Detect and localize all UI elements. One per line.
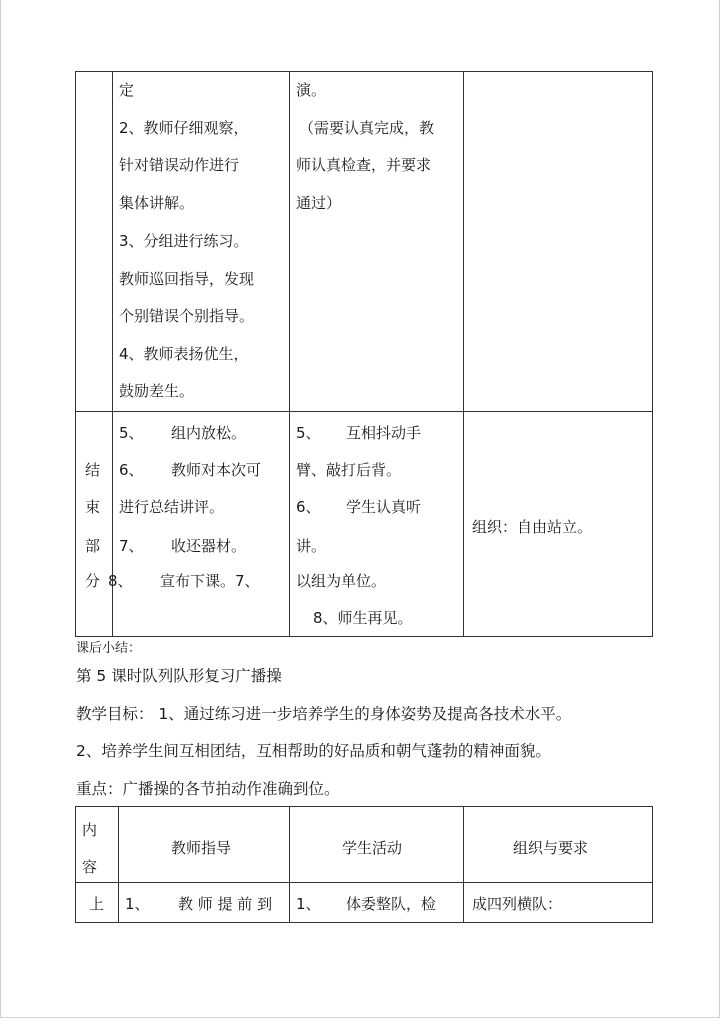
end-teacher-num: 7、 xyxy=(119,537,144,555)
end-teacher-line: 进行总结讲评。 xyxy=(119,498,225,516)
end-organization: 组织：自由站立。 xyxy=(472,518,593,536)
table2-col-line-2 xyxy=(118,806,119,923)
table2-bottom-border xyxy=(75,922,653,923)
end-student-num: 5、 xyxy=(296,424,321,442)
table1-top-border xyxy=(75,71,653,72)
end-teacher-num: 8、 xyxy=(108,572,133,590)
row1-student-num: 1、 xyxy=(296,895,321,913)
end-teacher-item: 宣布下课。7、 xyxy=(160,572,260,590)
header-content-char: 容 xyxy=(82,858,98,876)
teacher-cont-line: 个别错误个别指导。 xyxy=(119,307,255,325)
teacher-cont-line: 集体讲解。 xyxy=(119,194,195,212)
row1-section-label: 上 xyxy=(89,895,105,913)
end-student-item: 互相抖动手 xyxy=(346,424,422,442)
end-student-line: 以组为单位。 xyxy=(296,572,387,590)
teacher-cont-line: 2、教师仔细观察， xyxy=(119,119,249,137)
table2-col-line-1 xyxy=(75,806,76,923)
table1-col-line-1 xyxy=(75,71,76,637)
header-teacher-guidance: 教师指导 xyxy=(171,839,232,857)
student-cont-line: 师认真检查，并要求 xyxy=(296,156,432,174)
end-student-line: 臂、敲打后背。 xyxy=(296,461,402,479)
header-student-activity: 学生活动 xyxy=(342,839,403,857)
end-student-num: 6、 xyxy=(296,498,321,516)
table2-col-line-3 xyxy=(289,806,290,923)
after-class-summary: 课后小结： xyxy=(76,641,142,656)
end-teacher-num: 6、 xyxy=(119,461,144,479)
student-cont-line: 演。 xyxy=(296,81,327,99)
end-student-item: 学生认真听 xyxy=(346,498,422,516)
end-student-line: 讲。 xyxy=(296,537,327,555)
page-border-left xyxy=(0,0,1,1018)
table1-col-line-5 xyxy=(652,71,653,637)
teacher-cont-line: 定 xyxy=(119,81,135,99)
row1-teacher-num: 1、 xyxy=(125,895,150,913)
teacher-cont-line: 鼓励差生。 xyxy=(119,382,195,400)
teacher-cont-line: 教师巡回指导，发现 xyxy=(119,270,255,288)
table1-col-line-3 xyxy=(289,71,290,637)
end-section-label-char: 分 xyxy=(85,572,101,590)
table1-bottom-border xyxy=(75,636,653,637)
teaching-goal-1: 教学目标： 1、通过练习进一步培养学生的身体姿势及提高各技术水平。 xyxy=(76,705,572,723)
table2-header-divider xyxy=(75,882,653,883)
header-content-char: 内 xyxy=(82,821,98,839)
end-teacher-item: 组内放松。 xyxy=(171,424,247,442)
teaching-goal-2: 2、培养学生间互相团结，互相帮助的好品质和朝气蓬勃的精神面貌。 xyxy=(76,742,551,760)
header-organization: 组织与要求 xyxy=(513,839,589,857)
table2-col-line-4 xyxy=(463,806,464,923)
table1-row-divider xyxy=(75,411,653,412)
table2-col-line-5 xyxy=(652,806,653,923)
student-cont-line: （需要认真完成，教 xyxy=(299,119,435,137)
lesson-title: 第 5 课时队列队形复习广播操 xyxy=(76,667,282,685)
end-section-label-char: 部 xyxy=(85,537,101,555)
end-teacher-num: 5、 xyxy=(119,424,144,442)
student-cont-line: 通过） xyxy=(296,194,342,212)
end-teacher-item: 收还器材。 xyxy=(171,537,247,555)
end-student-line: 8、师生再见。 xyxy=(313,609,413,627)
table2-top-border xyxy=(75,806,653,807)
row1-teacher-text: 教 师 提 前 到 xyxy=(178,895,273,913)
key-point: 重点：广播操的各节拍动作准确到位。 xyxy=(76,780,340,798)
table1-col-line-4 xyxy=(463,71,464,637)
teacher-cont-line: 4、教师表扬优生， xyxy=(119,345,249,363)
table1-col-line-2 xyxy=(112,71,113,637)
end-teacher-item: 教师对本次可 xyxy=(171,461,262,479)
teacher-cont-line: 3、分组进行练习。 xyxy=(119,232,249,250)
end-section-label-char: 结 xyxy=(85,461,101,479)
teacher-cont-line: 针对错误动作进行 xyxy=(119,156,240,174)
end-section-label-char: 束 xyxy=(85,498,101,516)
row1-student-text: 体委整队，检 xyxy=(346,895,437,913)
row1-organization: 成四列横队： xyxy=(472,895,563,913)
